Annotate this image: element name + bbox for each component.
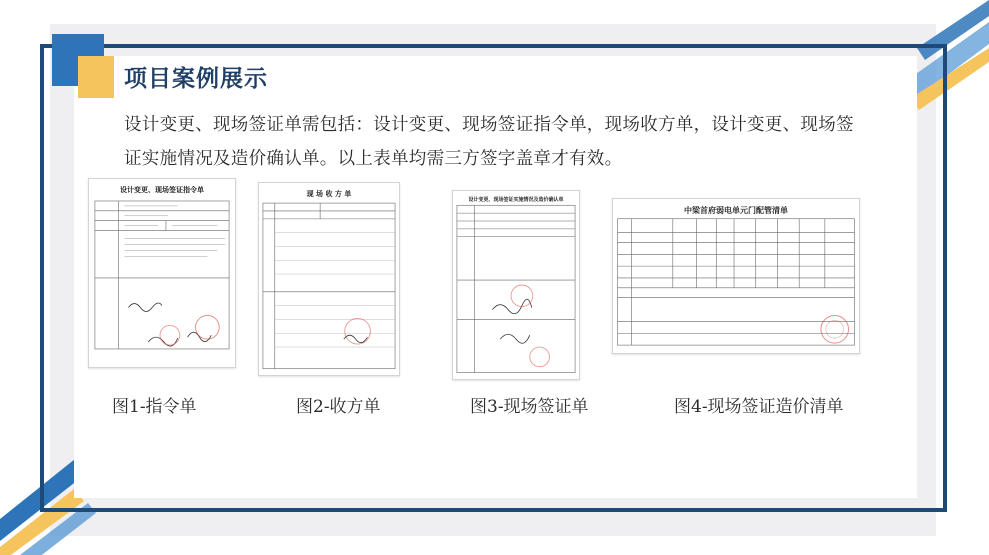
description-text: [124, 108, 894, 176]
document-title: 中梁首府弱电单元门配管清单: [684, 206, 788, 215]
form-table-graphic: [259, 183, 399, 375]
caption-figure-4: 图4-现场签证造价清单: [674, 397, 844, 417]
document-thumbnail-cost-list: [612, 198, 860, 354]
document-title: 设计变更、现场签证实施情况及造价确认单: [468, 197, 564, 203]
document-title: 现 场 收 方 单: [306, 190, 352, 198]
form-table-graphic: [453, 191, 579, 379]
page-title: 项目案例展示: [124, 66, 268, 92]
document-thumbnail-acceptance: [258, 182, 400, 376]
description-line-1: 设计变更、现场签证单需包括：设计变更、现场签证指令单，现场收方单，设计变更、现场签: [124, 115, 854, 135]
form-table-graphic: [89, 179, 235, 367]
title-accent-yellow: [78, 56, 114, 98]
document-title: 设计变更、现场签证指令单: [120, 186, 204, 194]
document-thumbnail-site-visa: [452, 190, 580, 380]
caption-figure-3: 图3-现场签证单: [470, 397, 589, 417]
description-line-2: 证实施情况及造价确认单。以上表单均需三方签字盖章才有效。: [124, 149, 623, 169]
caption-figure-1: 图1-指令单: [112, 397, 197, 417]
caption-figure-2: 图2-收方单: [296, 397, 381, 417]
cost-table-graphic: [613, 199, 859, 353]
document-thumbnail-instruction: [88, 178, 236, 368]
